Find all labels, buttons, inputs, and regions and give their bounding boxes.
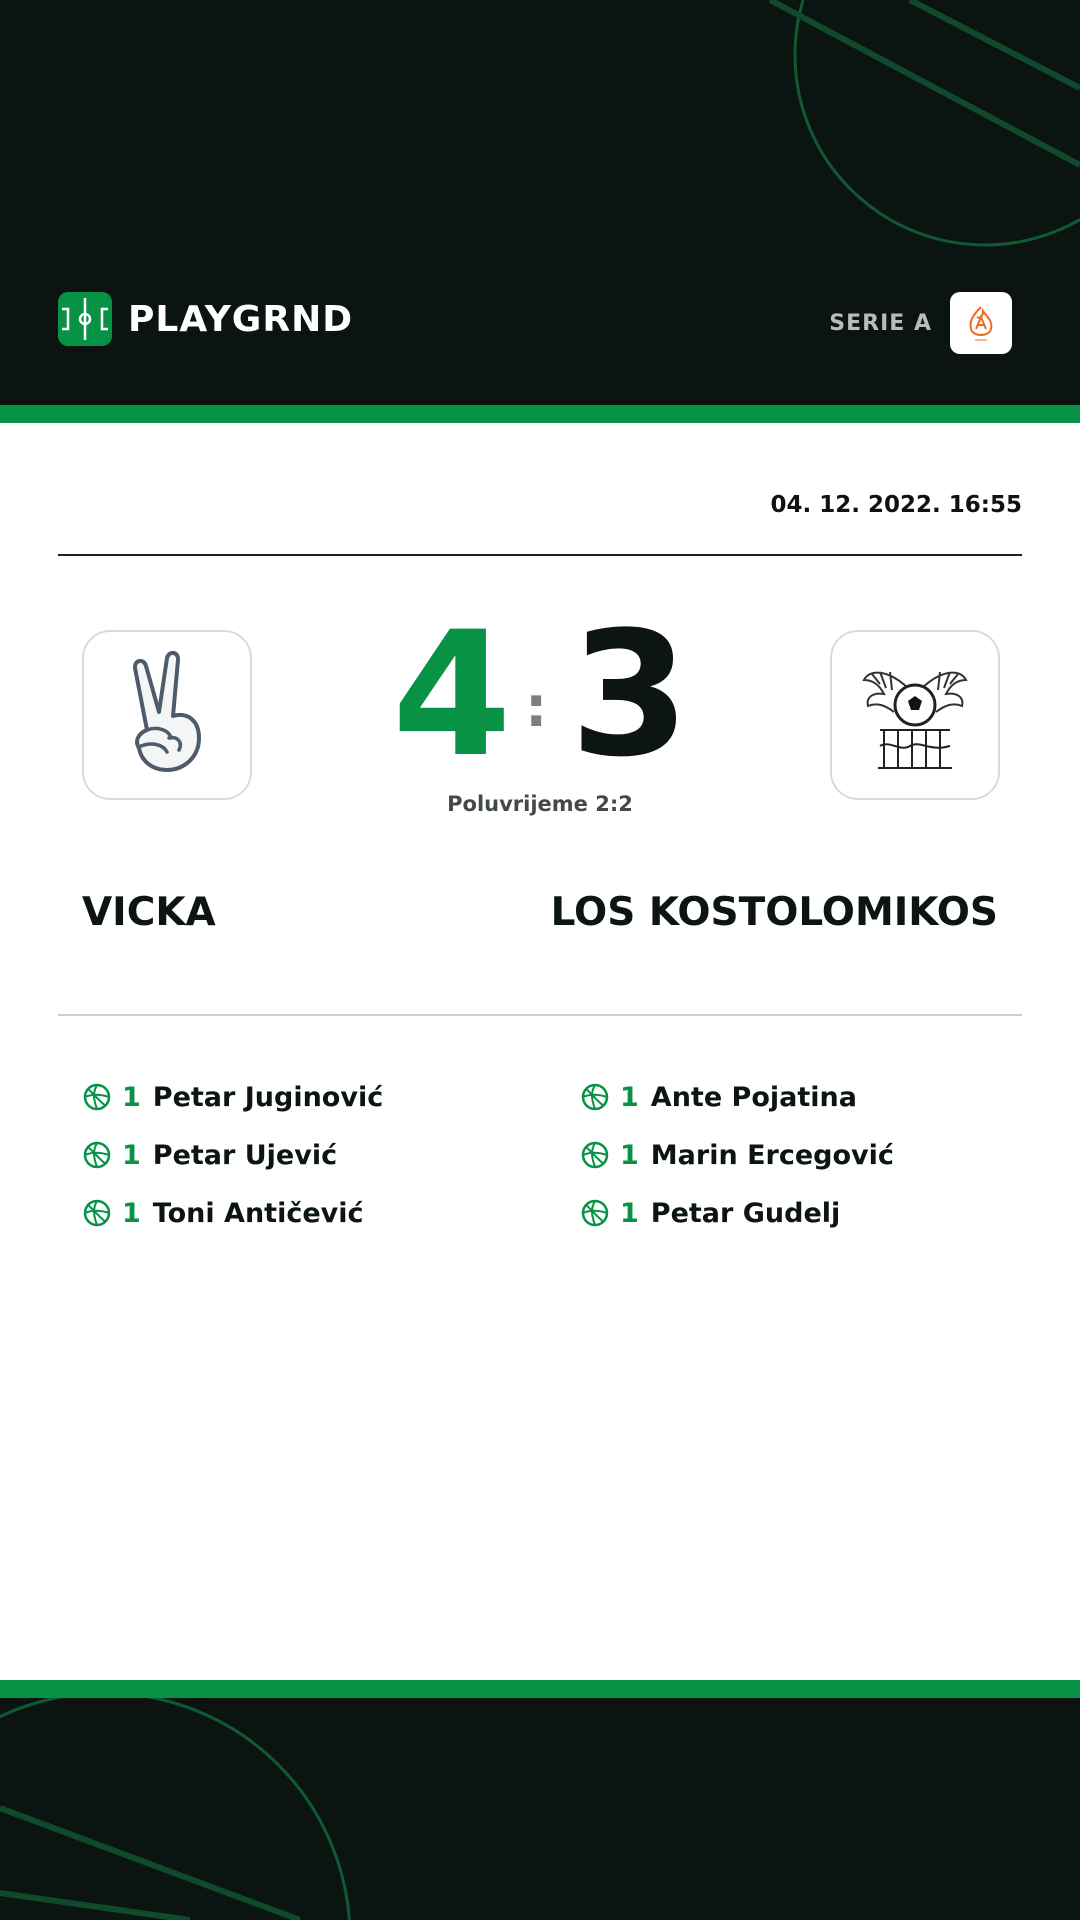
pitch-lines-decoration [0, 1698, 1080, 1920]
list-item [580, 1184, 1050, 1242]
football-icon [580, 1140, 610, 1170]
accent-bar-bottom [0, 1680, 1080, 1698]
league-logo-icon [950, 292, 1012, 354]
winged-ball-crest-icon [850, 650, 980, 780]
football-icon [580, 1082, 610, 1112]
scorer-name: Petar Gudelj [650, 1197, 841, 1229]
goal-count: 1 [122, 1197, 141, 1229]
score-separator: : [525, 675, 548, 740]
list-item [82, 1184, 552, 1242]
home-scorers-list [82, 1068, 552, 1242]
peace-hand-icon [107, 650, 227, 780]
football-pitch-icon [58, 292, 112, 346]
list-item [580, 1068, 1050, 1126]
goal-count: 1 [620, 1197, 639, 1229]
footer-band [0, 1698, 1080, 1920]
goal-count: 1 [122, 1081, 141, 1113]
list-item [580, 1126, 1050, 1184]
goal-count: 1 [122, 1139, 141, 1171]
scoreboard [380, 594, 700, 795]
league [829, 292, 1012, 354]
league-name: SERIE A [829, 310, 932, 336]
home-score: 4 [392, 594, 512, 795]
football-icon [82, 1082, 112, 1112]
scorer-name: Ante Pojatina [650, 1081, 857, 1113]
football-icon [580, 1198, 610, 1228]
brand [58, 292, 353, 346]
goal-count: 1 [620, 1081, 639, 1113]
accent-bar-top [0, 405, 1080, 423]
away-score: 3 [570, 594, 690, 795]
away-team-crest [830, 630, 1000, 800]
away-team-name: LOS KOSTOLOMIKOS [550, 890, 998, 935]
scorer-name: Toni Antičević [152, 1197, 364, 1229]
halftime-score: Poluvrijeme 2:2 [447, 792, 633, 816]
football-icon [82, 1140, 112, 1170]
away-scorers-list [580, 1068, 1050, 1242]
home-team-name: VICKA [82, 890, 216, 935]
match-datetime: 04. 12. 2022. 16:55 [770, 492, 1022, 518]
list-item [82, 1068, 552, 1126]
scorer-name: Petar Juginović [152, 1081, 384, 1113]
list-item [82, 1126, 552, 1184]
goal-count: 1 [620, 1139, 639, 1171]
home-team-crest [82, 630, 252, 800]
divider [58, 1014, 1022, 1016]
brand-name: PLAYGRND [128, 298, 354, 340]
football-icon [82, 1198, 112, 1228]
divider [58, 554, 1022, 556]
scorer-name: Marin Ercegović [650, 1139, 894, 1171]
scorer-name: Petar Ujević [152, 1139, 338, 1171]
